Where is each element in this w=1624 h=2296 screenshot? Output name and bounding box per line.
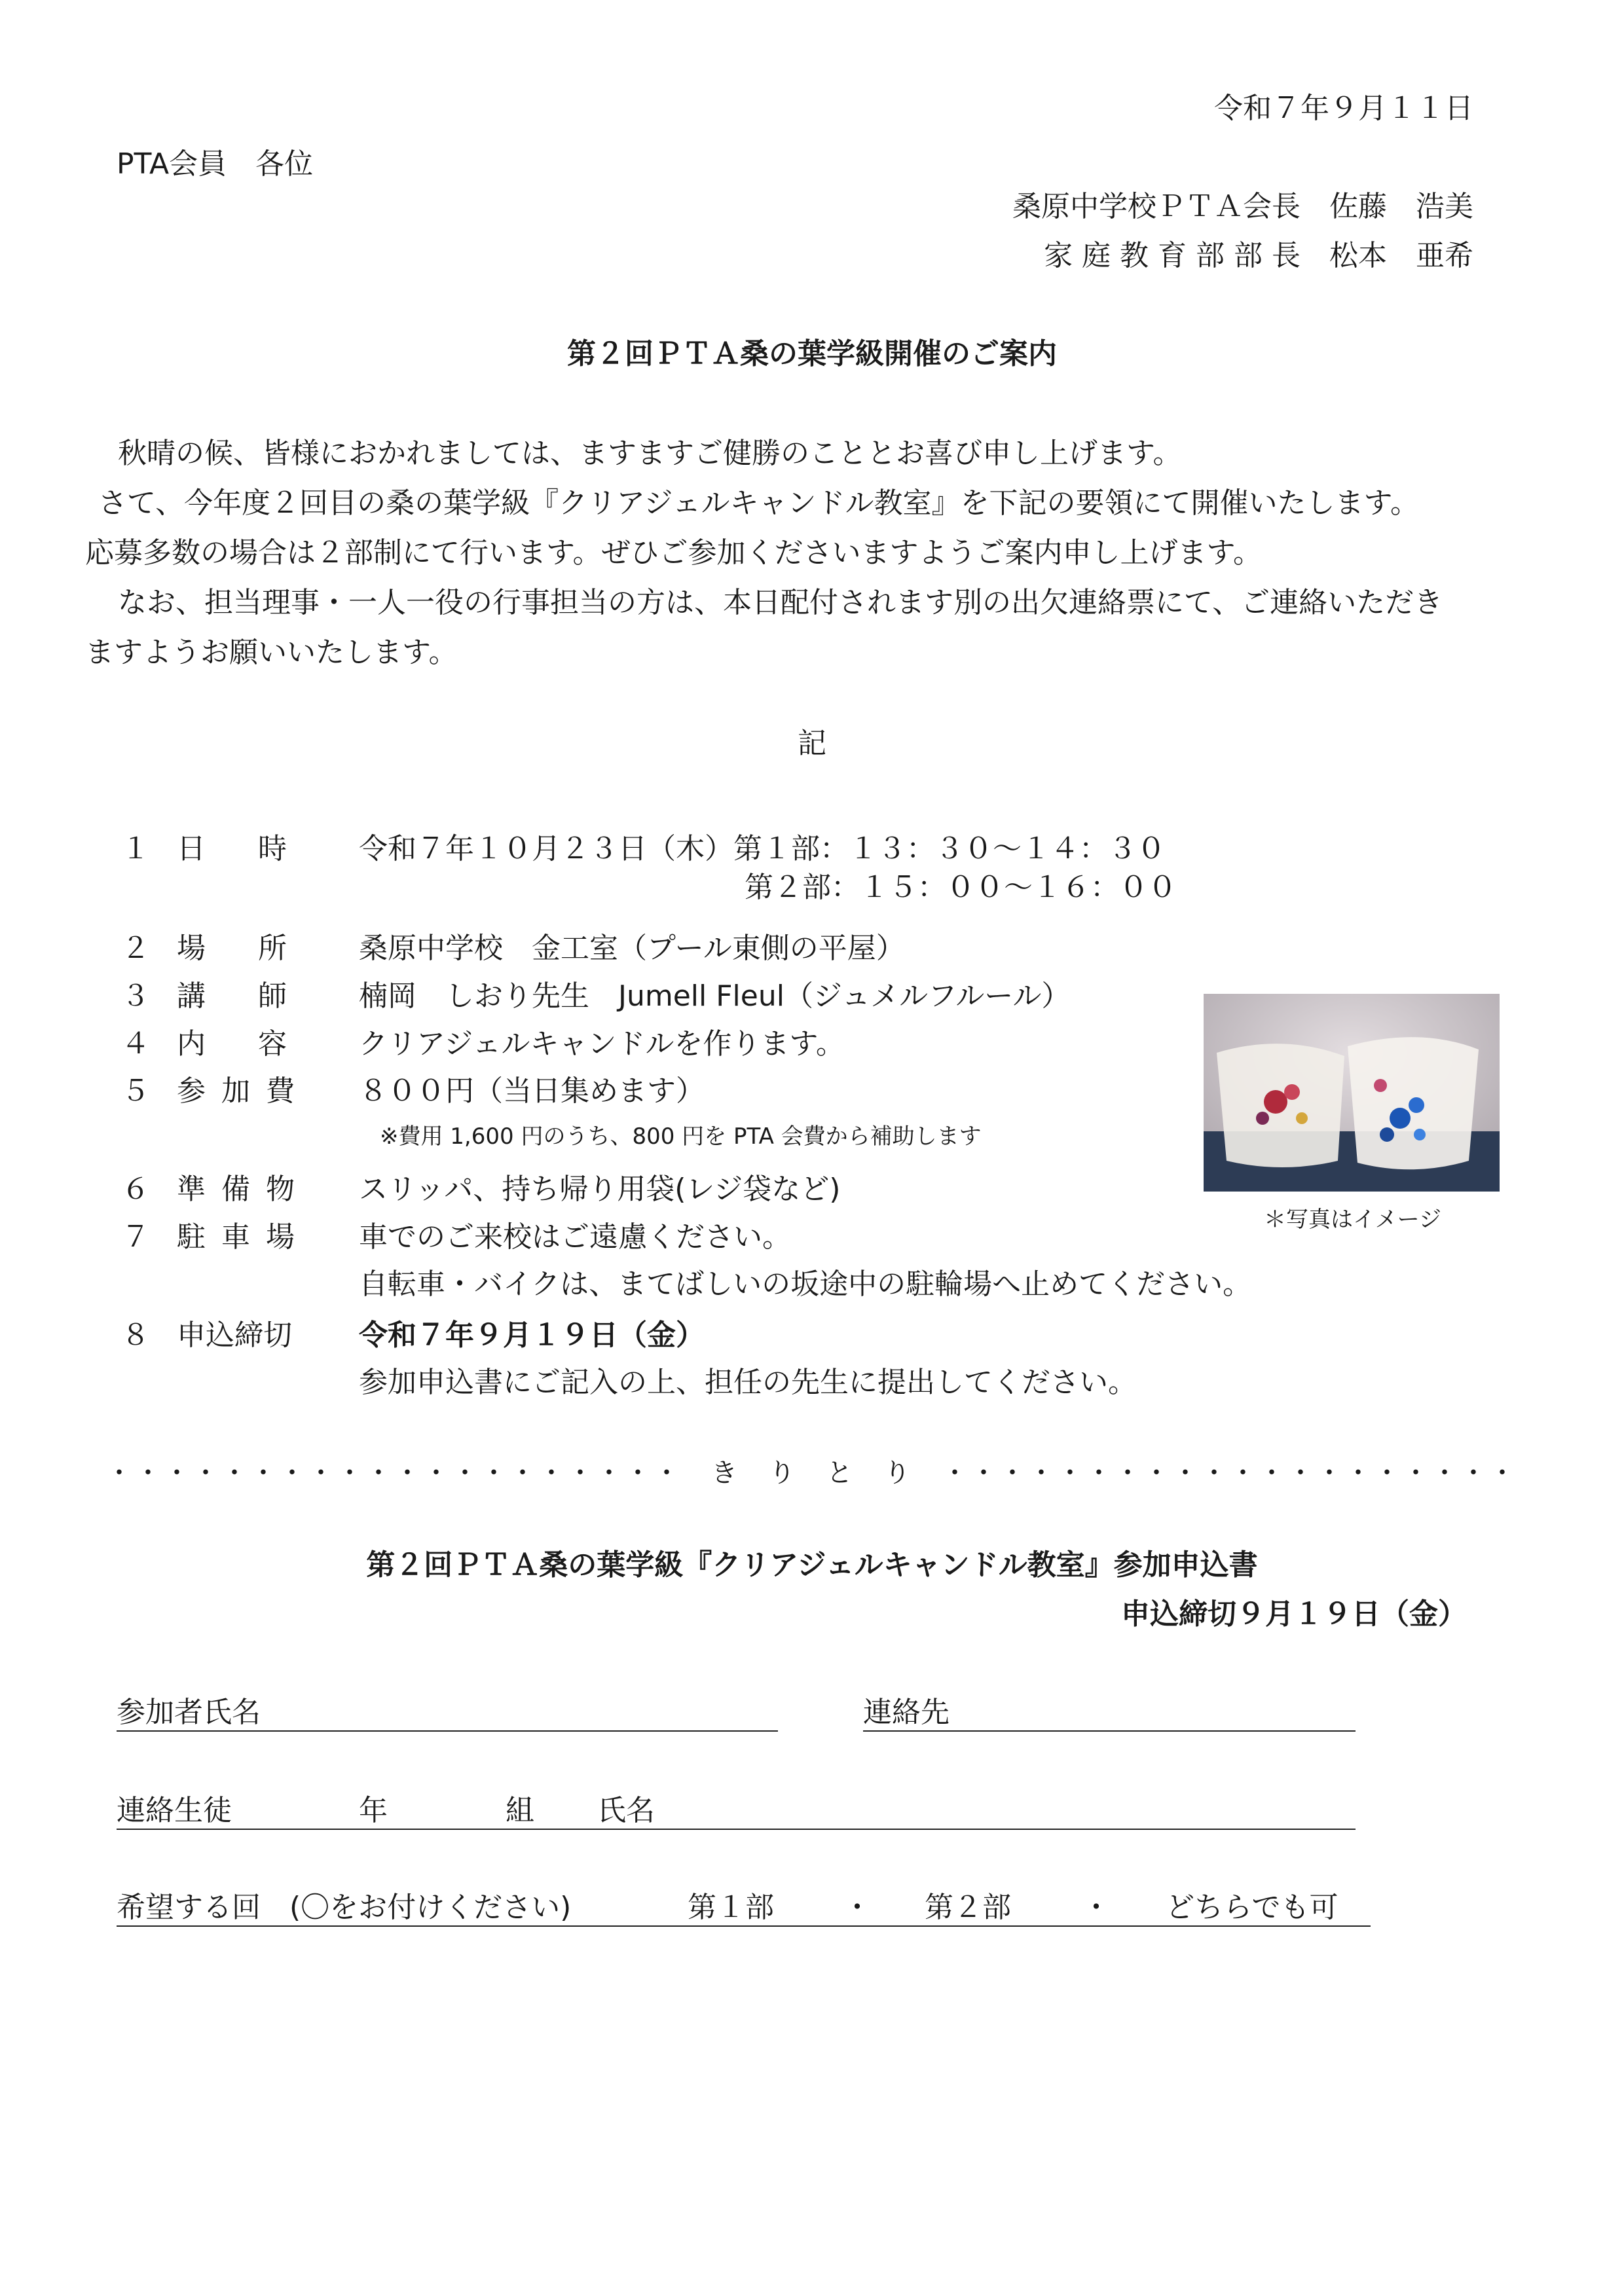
candle-photo: [1204, 994, 1500, 1192]
detail-value: 車でのご来校はご遠慮ください。: [359, 1220, 791, 1254]
body-line: 秋晴の候、皆様におかれましては、ますますご健勝のこととお喜び申し上げます。: [118, 437, 1182, 470]
detail-number: ７: [121, 1220, 150, 1254]
detail-number: ５: [121, 1074, 150, 1108]
student-name-label: 氏名: [597, 1794, 655, 1827]
body-line: 応募多数の場合は２部制にて行います。ぜひご参加くださいますようご案内申し上げます。: [85, 536, 1262, 570]
detail-number: ６: [121, 1173, 150, 1206]
detail-number: １: [121, 832, 150, 866]
sender-pta-president: 桑原中学校ＰＴＡ会長 佐藤 浩美: [1012, 190, 1473, 223]
notice-body: [85, 429, 1493, 678]
preference-underline: [117, 1925, 1371, 1927]
detail-value: 令和７年１０月２３日（木）第１部：１３：３０～１４：３０: [359, 832, 1166, 866]
option-separator: ・: [1082, 1891, 1111, 1924]
student-field[interactable]: [117, 1829, 1356, 1830]
ki-heading: 記: [798, 727, 826, 760]
contact-label: 連絡先: [863, 1696, 950, 1729]
notice-title: 第２回ＰＴＡ桑の葉学級開催のご案内: [567, 337, 1057, 371]
detail-value: 参加申込書にご記入の上、担任の先生に提出してください。: [359, 1366, 1137, 1399]
detail-label: 駐車場: [177, 1220, 310, 1254]
option-either[interactable]: どちらでも可: [1166, 1891, 1338, 1924]
option-part-1[interactable]: 第１部: [688, 1891, 774, 1924]
detail-value: スリッパ、持ち帰り用袋(レジ袋など): [359, 1173, 841, 1206]
detail-value: 楠岡 しおり先生 Jumell Fleul（ジュメルフルール）: [359, 979, 1071, 1013]
fee-note: ※費用 1,600 円のうち、800 円を PTA 会費から補助します: [380, 1123, 982, 1150]
detail-label: 場所: [177, 932, 339, 965]
detail-value: クリアジェルキャンドルを作ります。: [359, 1027, 845, 1061]
detail-number: ８: [121, 1319, 150, 1352]
body-line: さて、今年度２回目の桑の葉学級『クリアジェルキャンドル教室』を下記の要領にて開催いたします。: [98, 486, 1419, 520]
photo-caption: ＊写真はイメージ: [1264, 1207, 1441, 1233]
form-title: 第２回ＰＴＡ桑の葉学級『クリアジェルキャンドル教室』参加申込書: [366, 1548, 1258, 1582]
detail-number: ４: [121, 1027, 150, 1061]
detail-label: 日時: [177, 832, 339, 866]
detail-value: 第２部：１５：００～１６：００: [745, 871, 1177, 904]
detail-number: ３: [121, 979, 150, 1013]
cut-line: ・・・・・・・・・・・・・・・・・・・・ き り と り ・・・・・・・・・・・・・・・・・・・・: [106, 1458, 1518, 1488]
detail-label: 申込締切: [177, 1319, 292, 1352]
sender-department-head: 家 庭 教 育 部 部 長 松本 亜希: [1044, 239, 1473, 272]
form-deadline: 申込締切９月１９日（金）: [1121, 1597, 1467, 1631]
preference-label: 希望する回 (〇をお付けください): [117, 1891, 572, 1924]
deadline-value: 令和７年９月１９日（金）: [359, 1319, 705, 1352]
addressee: PTA会員 各位: [117, 147, 314, 181]
student-label: 連絡生徒: [117, 1794, 232, 1827]
option-part-2[interactable]: 第２部: [925, 1891, 1011, 1924]
option-separator: ・: [843, 1891, 872, 1924]
detail-label: 内容: [177, 1027, 339, 1061]
detail-label: 準備物: [177, 1173, 310, 1206]
body-line: なお、担当理事・一人一役の行事担当の方は、本日配付されます別の出欠連絡票にて、ご連絡いただき: [118, 586, 1443, 619]
class-label: 組: [506, 1794, 534, 1827]
issue-date: 令和７年９月１１日: [1214, 92, 1473, 125]
contact-field[interactable]: [863, 1730, 1356, 1732]
detail-label: 参加費: [177, 1074, 310, 1108]
detail-value: ８００円（当日集めます）: [359, 1074, 705, 1108]
detail-value: 桑原中学校 金工室（プール東側の平屋）: [359, 932, 905, 965]
body-line: ますようお願いいたします。: [85, 636, 458, 669]
participant-name-label: 参加者氏名: [117, 1696, 261, 1729]
year-label: 年: [359, 1794, 388, 1827]
detail-number: ２: [121, 932, 150, 965]
participant-name-field[interactable]: [117, 1730, 778, 1732]
detail-label: 講師: [177, 979, 339, 1013]
detail-value: 自転車・バイクは、まてばしいの坂途中の駐輪場へ止めてください。: [359, 1267, 1252, 1301]
